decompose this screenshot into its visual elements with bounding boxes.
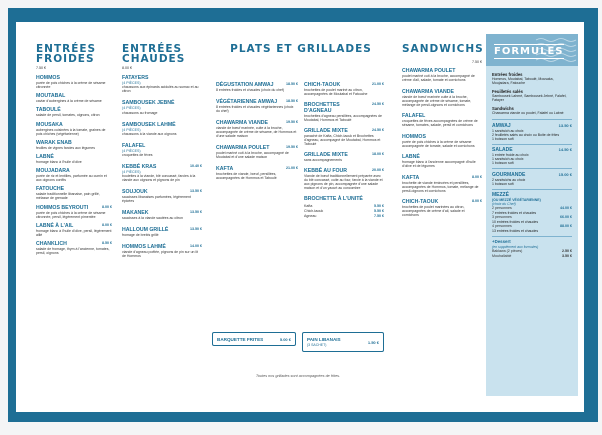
item-name: LABNÉ À L'AIL — [36, 222, 74, 229]
formule-include — [492, 106, 572, 115]
dessert-label: Baklawa (2 pièces) — [492, 249, 523, 254]
section-price: 7.50 € — [472, 60, 482, 64]
section-title: ENTRÉES FROIDES — [36, 43, 97, 65]
mezze-note: 10 entrées froides et chaudes — [492, 219, 539, 224]
item-desc: panaché de Kafta, Chich-taouk et Brochettes d'agneau, accompagné de Moutabal, Hommos et Taboulé — [304, 134, 381, 146]
menu-item — [402, 89, 482, 107]
item-name: HOMMOS — [402, 133, 426, 140]
mezze-label: 3 personnes — [492, 215, 512, 220]
frites-price: 5.00 € — [279, 336, 291, 342]
item-desc: brochettes de poulet mariné au citron, accompagnées de Moutabal et Fatouche — [304, 88, 368, 96]
item-name: HOMMOS LAHMÉ — [122, 244, 166, 251]
frame-bottom — [8, 412, 598, 422]
item-price: 13.50 € — [190, 227, 202, 232]
item-name: CHAWARMA POULET — [216, 145, 270, 151]
menu-item — [122, 75, 202, 93]
section-title: PLATS ET GRILLADES — [230, 43, 372, 55]
formules-title: FORMULES — [494, 46, 564, 57]
menu-item — [122, 189, 202, 203]
formule-include — [492, 72, 572, 85]
item-name: BROCHETTE À L'UNITÉ — [304, 196, 363, 202]
item-price: 18.50 € — [286, 99, 298, 103]
item-price: 8.50 € — [102, 240, 112, 245]
pain-box — [302, 332, 384, 352]
item-name: FATAYERS — [122, 75, 149, 81]
tier-price: 14.50 € — [558, 147, 572, 153]
tier-name: SALADE — [492, 147, 513, 154]
include-title: Sandwichs — [492, 106, 514, 111]
item-desc: purée de pois chiches à la crème de sésame citronnée, persil, légèrement pimentée — [36, 210, 106, 219]
menu-item — [122, 143, 202, 157]
item-price: 20.00 € — [372, 168, 384, 172]
item-name: KAFTA — [402, 174, 420, 181]
item-sub: (4 PIÈCES) — [122, 170, 141, 175]
item-name: CHICH-TAOUK — [402, 199, 439, 205]
item-price: 10.40 € — [190, 164, 202, 169]
item-price: 8.00 € — [102, 222, 112, 227]
mezze-price: 44.00 € — [560, 206, 572, 211]
menu-page — [16, 22, 584, 412]
item-name: SAMBOUSEK JEBNÉ — [122, 100, 175, 107]
unit-label: Kafta — [304, 204, 313, 208]
menu-item — [304, 152, 384, 162]
mezze-block — [492, 192, 572, 232]
item-name: FALAFEL — [122, 142, 146, 149]
item-desc: chaussons aux épinards acidulés au sumac et au citron — [122, 85, 199, 94]
tier-line: 1 boisson soft — [492, 161, 514, 166]
item-desc: aubergines cuisinées à la tomate, graines de pois chiches (végétarienne) — [36, 127, 106, 136]
menu-item — [304, 128, 384, 146]
section-price: 7.50 € — [36, 66, 46, 70]
pain-label-wrap — [307, 337, 341, 347]
item-price: 24.50 € — [372, 128, 384, 132]
include-desc: Hommos, Moutabal, Taboulé, Mousaka, Moujadara, Fatouche — [492, 77, 554, 85]
menu-item — [122, 210, 202, 220]
item-price: 21.00 € — [286, 166, 298, 170]
mezze-sub: (OU MEZZÉ VÉGÉTARIENNE) — [492, 198, 541, 203]
plats-section — [216, 43, 386, 218]
include-title: Feuilletés salés — [492, 89, 523, 94]
item-desc: viande d'agneau poêlée, pignons de pin sur un lit de Hommos — [122, 250, 198, 259]
unit-price: 7.50 € — [374, 213, 384, 218]
item-name: CHAWARMA VIANDE — [216, 120, 268, 126]
item-desc: brochettes de viande, bœuf, persillées, accompagnées de Hommos et Taboulé — [216, 172, 277, 180]
tier-name: AMWAJ — [492, 122, 511, 129]
unit-label: Chich-taouk — [304, 208, 324, 213]
item-desc: purée de riz et lentilles, parfumée au cumin et aux oignons confits — [36, 174, 107, 183]
item-name: SAMBOUSEK LAHMÉ — [122, 121, 176, 128]
menu-item — [402, 134, 482, 148]
item-desc: chaussons à la viande aux oignons — [122, 131, 177, 136]
item-name: LABNÉ — [402, 154, 420, 160]
item-name: LABNÉ — [36, 153, 54, 160]
item-desc: salade de fromage, thym à l'ancienne, tomates, persil, oignons — [36, 246, 110, 255]
formules-body — [486, 66, 578, 259]
item-desc: fromage de brebis grillé — [122, 233, 159, 238]
menu-item — [304, 102, 384, 122]
dessert-row — [492, 254, 572, 259]
sandwichs-section — [402, 44, 482, 224]
item-sub: (4 PIÈCES) — [122, 148, 141, 153]
item-name: GRILLADE MIXTE — [304, 152, 348, 158]
formule-tier — [492, 123, 572, 141]
item-desc: salade de persil, tomates, oignons, citron — [36, 113, 100, 118]
item-name: FATOUCHE — [36, 186, 65, 193]
menu-item — [36, 168, 112, 182]
mezze-price: 66.00 € — [560, 215, 572, 220]
item-name: VÉGÉTARIENNE AMWAJ — [216, 99, 278, 105]
tier-price: 13.50 € — [558, 122, 572, 128]
mezze-label: 2 personnes — [492, 206, 512, 211]
item-name: WARAK ENAB — [36, 139, 72, 146]
menu-item — [36, 140, 112, 150]
item-name: CHAWARMA VIANDE — [402, 88, 454, 95]
item-desc: viande de bœuf marinée cuite à la broche, accompagnée de crème de sésame, tomate, mélange de persil-oignons et cornichons — [402, 94, 472, 107]
formule-tier — [492, 147, 572, 165]
unit-price: 5.50 € — [374, 204, 384, 208]
menu-item — [402, 199, 482, 217]
menu-item — [216, 99, 298, 113]
menu-item — [36, 223, 112, 237]
pain-sub: (3 SACHET) — [307, 343, 327, 347]
entrees-froides-section — [36, 44, 112, 259]
item-price: 19.50 € — [286, 145, 298, 149]
item-name: MOUTABAL — [36, 93, 66, 100]
item-name: HOMMOS BEYROUTI — [36, 204, 89, 211]
menu-item — [216, 120, 298, 138]
include-desc: Chawarma viande ou poulet, Falafel ou Labné — [492, 111, 564, 115]
item-desc: boulettes à la viande, blé concassé, farcies à la viande aux oignons et pignons de pin — [122, 174, 196, 183]
item-price: 18.50 € — [286, 82, 298, 86]
item-name: MAKANEK — [122, 210, 149, 217]
item-desc: fromage blanc à l'ancienne accompagné d'huile d'olive et de légumes — [402, 160, 476, 168]
menu-item — [36, 107, 112, 117]
divider — [492, 119, 572, 120]
pain-label: PAIN LIBANAIS — [307, 337, 341, 342]
divider — [492, 168, 572, 169]
formules-header — [486, 34, 578, 66]
dessert-sub: (en supplément aux formules) — [492, 245, 539, 250]
menu-item — [122, 122, 202, 136]
item-desc: purée de pois chiches à la crème de sésame accompagnée de tomate, salade et cornichons — [402, 139, 475, 148]
item-price: 24.50 € — [372, 102, 384, 106]
tier-line: 1 entrée froide au choix — [492, 153, 529, 158]
item-desc: brochettes de poulet marinées au citron, accompagnées de crème d'ail, salade et cornichons — [402, 205, 465, 217]
item-name: KEBBÉ AU FOUR — [304, 168, 348, 174]
divider — [492, 236, 572, 237]
item-name: HOMMOS — [36, 75, 60, 81]
include-desc: Sambousek Lahmé, Sambousek Jebné, Falafel, Fatayer — [492, 94, 567, 102]
menu-item — [402, 68, 482, 82]
tier-line: 1 boisson soft — [492, 136, 514, 141]
formules-panel — [486, 34, 578, 396]
item-sub: (4 PIÈCES) — [122, 106, 141, 111]
tier-price: 15.00 € — [558, 171, 572, 177]
item-desc: poulet mariné cuit à la broche, accompagné de Moutabal et d'une salade maison — [216, 151, 289, 159]
item-desc: fromage blanc à l'huile d'olive, persil, légèrement aillé — [36, 228, 112, 237]
item-name: TABOULÉ — [36, 107, 61, 114]
mezze-label: 4 personnes — [492, 223, 512, 228]
item-desc: poulet mariné cuit à la broche, accompagné de crème d'ail, salade, tomate et cornichons — [402, 74, 475, 82]
tier-line: 2 sandwichs au choix — [492, 177, 526, 182]
item-desc: fromage blanc à l'huile d'olive — [36, 159, 82, 164]
item-name: DÉGUSTATION AMWAJ — [216, 82, 274, 88]
item-price: 8.00 € — [472, 174, 482, 179]
menu-item — [122, 100, 202, 114]
menu-item — [36, 93, 112, 103]
item-desc: brochette de viande émincées et persillées, accompagnées de Hommos, tomate, mélange de persil-oignons et cornichons — [402, 180, 479, 193]
menu-item — [36, 75, 112, 89]
item-desc: purée de pois chiches à la crème de sésame citronnée — [36, 81, 106, 89]
dessert-price: 3.50 € — [562, 254, 572, 259]
menu-item — [402, 113, 482, 127]
formule-tier — [492, 172, 572, 186]
divider — [492, 144, 572, 145]
item-price: 19.50 € — [286, 120, 298, 124]
menu-item — [36, 154, 112, 164]
menu-item — [216, 145, 298, 159]
item-desc: feuilles de vignes farcies aux légumes — [36, 145, 95, 150]
tier-line: 1 sandwich au choix — [492, 157, 524, 162]
section-price: 8.00 € — [122, 66, 132, 70]
frame-left — [8, 8, 16, 420]
item-desc: croquettes de fèves accompagnées de crème de sésame, tomates, salade, persil et cornichons — [402, 119, 478, 127]
item-desc: viande de bœuf marinée, cuite à la broche, accompagnée de crème de sésame, de Hommos et d'une salade maison — [216, 126, 297, 138]
menu-item — [304, 168, 384, 190]
entrees-chaudes-section — [122, 44, 202, 265]
item-name: BROCHETTES D'AGNEAU — [304, 102, 340, 114]
formules-title-wrap — [494, 46, 564, 57]
item-name: CHICH-TAOUK — [304, 82, 341, 88]
mezze-sub2: (choix du Chef) — [492, 202, 516, 207]
menu-item — [402, 154, 482, 168]
section-title: SANDWICHS — [402, 43, 484, 55]
item-price: 18.00 € — [372, 152, 384, 156]
item-price: 13.50 € — [190, 210, 202, 215]
item-price: 8.00 € — [102, 204, 112, 209]
tier-line: 1 boisson soft — [492, 181, 514, 186]
unit-row — [304, 214, 384, 219]
frites-label: BARQUETTE FRITES — [217, 336, 264, 342]
item-desc: 8 entrées froides et chaudes végétariennes (choix du chef) — [216, 105, 294, 113]
grillades-note: Toutes nos grillades sont accompagnées de frites. — [255, 374, 341, 378]
item-desc: chaussons au fromage — [122, 110, 158, 115]
item-price: 13.50 € — [190, 189, 202, 194]
item-desc: caviar d'aubergines à la crème de sésame — [36, 99, 102, 104]
item-name: FALAFEL — [402, 113, 426, 119]
item-name: MOUSAKA — [36, 121, 63, 128]
menu-item — [402, 175, 482, 193]
item-desc: saucisses à la viande sautées au citron — [122, 216, 183, 221]
frame-top — [8, 8, 598, 22]
menu-item — [36, 205, 112, 219]
dessert-label: Mouhallabié — [492, 254, 512, 259]
menu-item — [122, 227, 202, 237]
unit-price: 5.50 € — [374, 208, 384, 213]
item-name: GRILLADE MIXTE — [304, 128, 348, 134]
item-price: 21.00 € — [372, 82, 384, 86]
item-desc: brochettes d'agneau persillées, accompagnées de Moutabal, Hommos et Taboulé — [304, 114, 382, 122]
dessert-title: +Dessert — [492, 239, 511, 245]
item-name: MOUJADARA — [36, 168, 70, 175]
section-title: ENTRÉES CHAUDES — [122, 43, 186, 65]
unit-rows — [304, 204, 384, 218]
item-name: KEBBÉ KRAS — [122, 164, 157, 171]
menu-item — [304, 196, 384, 202]
frites-box — [212, 332, 296, 346]
item-desc: salade traditionnelle libanaise, pain grillé, mélasse de grenade — [36, 192, 100, 201]
menu-item — [122, 164, 202, 182]
menu-item — [216, 82, 298, 92]
menu-item — [36, 122, 112, 136]
mezze-price: 88.00 € — [560, 223, 572, 228]
frame-right — [584, 8, 598, 422]
tier-line: 1 sandwich au choix — [492, 128, 524, 133]
item-name: KAFTA — [216, 166, 234, 172]
item-desc: sans accompagnements — [304, 158, 342, 162]
item-desc: saucisses libanaises parfumées, légèrement épicées — [122, 195, 191, 204]
mezze-note: 7 entrées froides et chaudes — [492, 211, 537, 216]
mezze-note: 13 entrées froides et chaudes — [492, 228, 539, 233]
unit-label: Agneau — [304, 213, 317, 218]
item-name: SOUJOUK — [122, 189, 148, 196]
tier-name: GOURMANDE — [492, 171, 526, 178]
item-name: CHAWARMA POULET — [402, 68, 456, 74]
divider — [492, 189, 572, 190]
include-title: Entrées froides — [492, 72, 523, 77]
mezze-name: MEZZÉ — [492, 192, 509, 199]
item-desc: Viande de bœuf traditionnellement préparée avec du blé concassé, cuite au four, farcie à la viande et aux pignons de pin, accompagnée d'une salade maison et d'un yaourt au concombre — [304, 174, 383, 190]
item-price: 14.00 € — [190, 244, 202, 249]
item-name: CHANKLICH — [36, 240, 67, 247]
item-sub: (4 PIÈCES) — [122, 127, 141, 132]
menu-item — [304, 82, 384, 96]
item-desc: 8 entrées froides et chaudes (choix du chef) — [216, 88, 285, 92]
item-desc: croquettes de fèves — [122, 153, 153, 158]
menu-item — [122, 244, 202, 258]
pain-price: 1.50 € — [367, 339, 379, 345]
dessert-block — [492, 239, 572, 259]
item-name: HALLOUM GRILLÉ — [122, 227, 169, 234]
dessert-price: 2.50 € — [562, 249, 572, 254]
menu-item — [216, 166, 298, 180]
menu-item — [36, 241, 112, 255]
item-price: 8.00 € — [472, 199, 482, 203]
tier-line: 2 feuilletés salés au choix ou Boite de frites — [492, 132, 560, 137]
menu-item — [36, 186, 112, 200]
formule-include — [492, 89, 572, 102]
item-sub: (4 PIÈCES) — [122, 81, 141, 85]
